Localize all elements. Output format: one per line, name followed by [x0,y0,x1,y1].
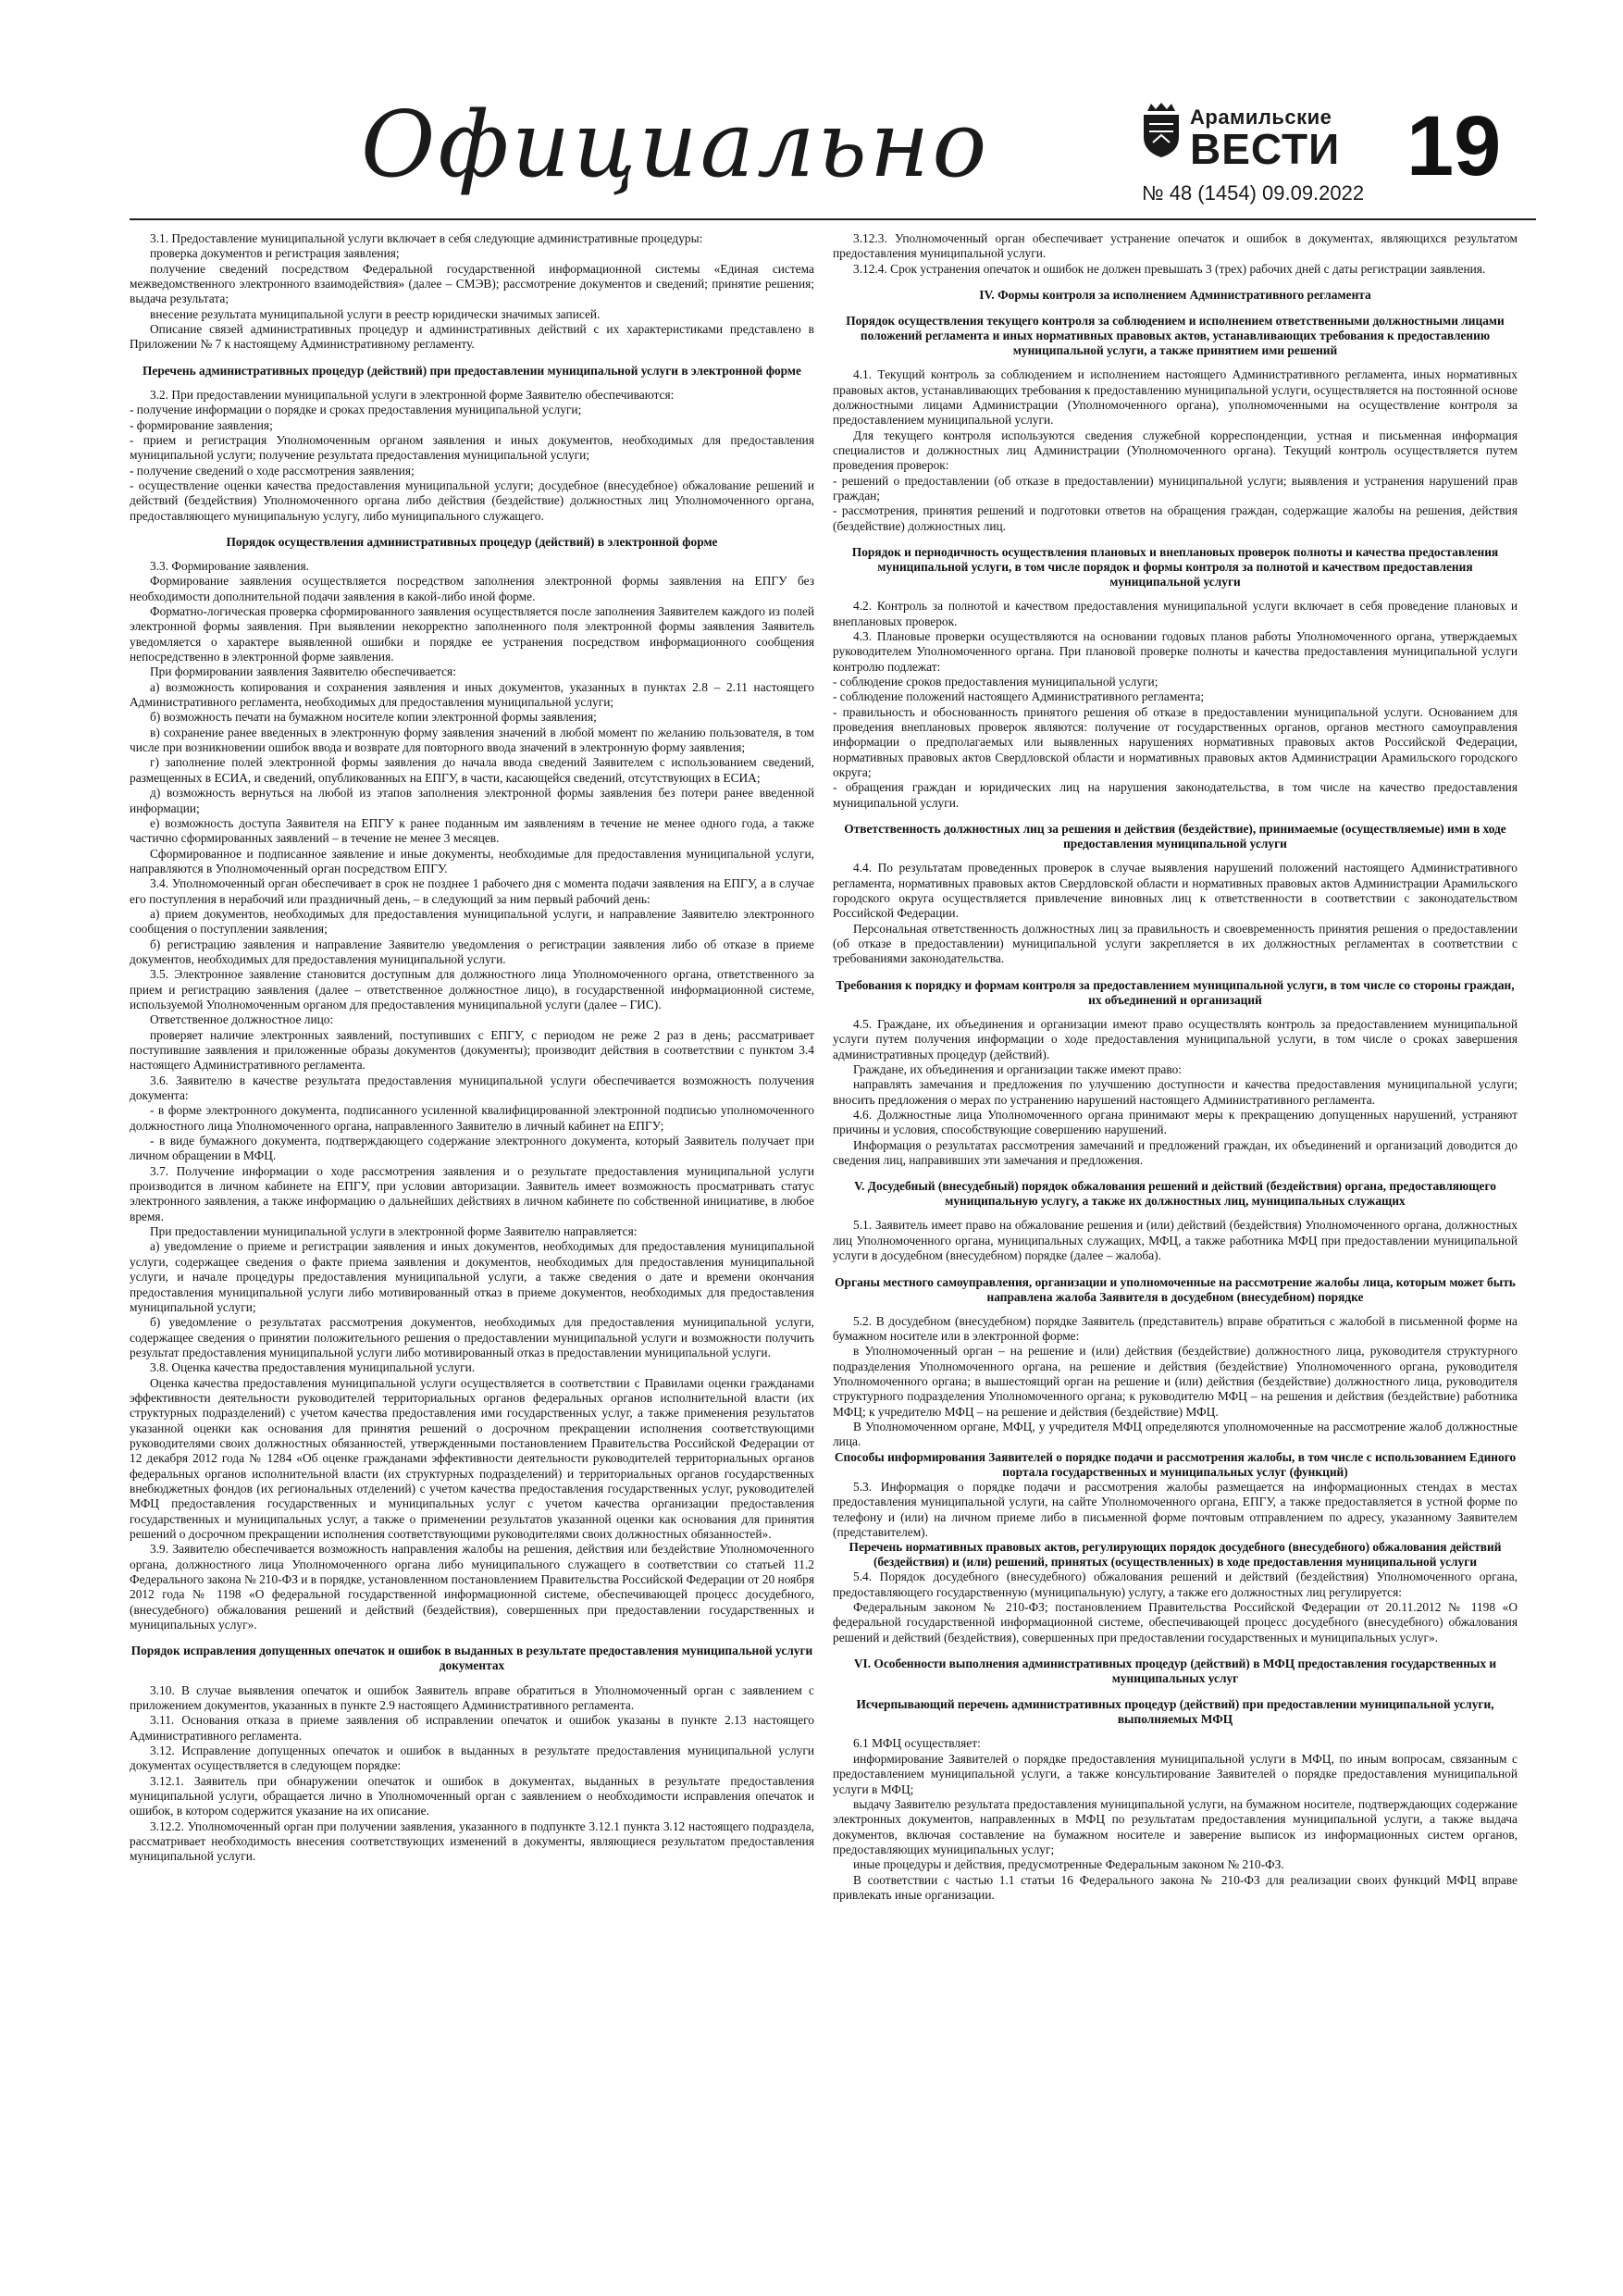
newspaper-logo [1140,102,1362,176]
section-heading: IV. Формы контроля за исполнением Административного регламента [979,288,1371,303]
paragraph: Форматно-логическая проверка сформированного заявления осуществляется после заполнения Заявителем каждого из полей электронной формы заявления. При выявлении некорректно заполненного поля электронной формы заявления Заявитель уведомляется о характере выявленной ошибки и порядке ее устранения посредством информационного сообщения непосредственно в электронной форме заявления. [130,604,814,664]
paragraph: 3.7. Получение информации о ходе рассмотрения заявления и о результате предоставления муниципальной услуги производится в личном кабинете на ЕПГУ, при условии авторизации. Заявитель имеет возможность просматривать статус электронного заявления, а также информацию о дальнейших действиях в личном кабинете по собственной инициативе, в любое время. [130,1163,814,1223]
paragraph: Граждане, их объединения и организации также имеют право: [853,1061,1182,1076]
paragraph: Федеральным законом № 210-ФЗ; постановлением Правительства Российской Федерации от 20.11.2012 № 1198 «О федеральной государственной информационной системе, обеспечивающей процесс досудебного (внесудебного) обжалования решений и действий (бездействия), совершенных при предоставлении государственных и муниципальных услуг». [833,1600,1518,1644]
paragraph: г) заполнение полей электронной формы заявления до начала ввода сведений Заявителем с использованием сведений, размещенных в ЕСИА, и сведений, опубликованных на ЕПГУ, в части, касающейся сведений, отсутствующих в ЕСИА; [130,755,814,785]
paragraph: 5.4. Порядок досудебного (внесудебного) обжалования решений и действий (бездействия) Уполномоченного органа, предоставляющего государственную (муниципальную) услугу, а также его должностных лиц регулируется: [833,1570,1518,1599]
paragraph: 4.6. Должностные лица Уполномоченного органа принимают меры к прекращению допущенных нарушений, устраняют причины и условия, способствующие совершению нарушений. [833,1107,1518,1137]
subsection-heading: Органы местного самоуправления, организации и уполномоченные на рассмотрение жалобы лица, которым может быть направлена жалоба Заявителя в досудебном (внесудебном) порядке [835,1274,1516,1304]
paragraph: Персональная ответственность должностных лиц за правильность и своевременность принятия решения о предоставлении (об отказе в предоставлении) муниципальной услуги закрепляется в их должностных регламентах в соответствии с требованиями законодательства. [833,921,1518,966]
paragraph: - решений о предоставлении (об отказе в предоставлении) муниципальной услуги; выявления и устранения нарушений прав граждан; [833,473,1518,503]
section-heading: V. Досудебный (внесудебный) порядок обжалования решений и действий (бездействия) органа, предоставляющего муниципальную услугу, а также их должностных лиц, муниципальных служащих [854,1179,1496,1209]
page-header [0,0,1623,215]
subsection-heading: Порядок осуществления административных процедур (действий) в электронной форме [226,534,718,549]
paragraph: а) возможность копирования и сохранения заявления и иных документов, указанных в пунктах 2.8 – 2.11 настоящего Административного регламента, необходимых для предоставления муниципальной услуги; [130,679,814,710]
paragraph: б) регистрацию заявления и направление Заявителю уведомления о регистрации заявления либо об отказе в приеме документов, необходимых для предоставления муниципальной услуги. [130,937,814,966]
paragraph: 3.12.2. Уполномоченный орган при получении заявления, указанного в подпункте 3.12.1 пункта 3.12 настоящего подраздела, рассматривает необходимость внесения соответствующих изменений в документы, являющиеся результатом предоставления муниципальной услуги. [130,1818,814,1864]
paragraph: Формирование заявления осуществляется посредством заполнения электронной формы заявления на ЕПГУ без необходимости дополнительной подачи заявления в какой-либо иной форме. [130,574,814,603]
paragraph: 3.8. Оценка качества предоставления муниципальной услуги. [150,1360,476,1375]
paragraph: д) возможность вернуться на любой из этапов заполнения электронной формы заявления без потери ранее введенной информации; [130,786,814,815]
paragraph: 3.11. Основания отказа в приеме заявления об исправлении опечаток и ошибок указаны в пункте 2.13 настоящего Административного регламента. [130,1713,814,1743]
paragraph: 3.12.1. Заявитель при обнаружении опечаток и ошибок в документах, выданных в результате предоставления муниципальной услуги, обращается лично в Уполномоченный орган с заявлением о необходимости исправления опечаток и ошибок, в котором содержится указание на их описание. [130,1773,814,1818]
paragraph: - в виде бумажного документа, подтверждающего содержание электронного документа, который Заявитель получает при личном обращении в МФЦ. [130,1134,814,1163]
paragraph: получение сведений посредством Федеральной государственной информационной системы «Единая система межведомственного электронного взаимодействия» (далее – СМЭВ); рассмотрение документов и сведений; принятие решения; выдача результата; [130,261,814,306]
paragraph: 6.1 МФЦ осуществляет: [853,1736,981,1751]
city-emblem-icon [1140,102,1183,159]
paragraph: проверяет наличие электронных заявлений, поступивших с ЕПГУ, с периодом не реже 2 раз в день; рассматривает поступившие заявления и приложенные образы документов (документы); производит действия в соответствии с пунктом 3.4 настоящего Административного регламента. [130,1027,814,1073]
paragraph: Для текущего контроля используются сведения служебной корреспонденции, устная и письменная информация специалистов и должностных лиц Администрации (Уполномоченного органа). Текущий контроль осуществляется путем проведения проверок: [833,428,1518,473]
subsection-heading: Перечень нормативных правовых актов, регулирующих порядок досудебного (внесудебного) обжалования действий (бездействия) и (или) решений, принятых (осуществленных) в ходе предоставления муниципальной услуги [849,1540,1502,1570]
paragraph: в) сохранение ранее введенных в электронную форму заявления значений в любой момент по желанию пользователя, в том числе при возникновении ошибок ввода и возврате для повторного ввода значений в электронную форму заявления; [130,725,814,755]
paragraph: - осуществление оценки качества предоставления муниципальной услуги; досудебное (внесудебное) обжалование решений и действий (бездействия) Уполномоченного органа либо действия (бездействие) должностных лиц Уполномоченного органа, предоставляющего муниципальную услугу, либо муниципального служащего. [130,478,814,523]
paragraph: 3.4. Уполномоченный орган обеспечивает в срок не позднее 1 рабочего дня с момента подачи заявления на ЕПГУ, а в случае его поступления в нерабочий или праздничный день, – в следующий за ним первый рабочий день: [130,876,814,906]
paragraph: 3.1. Предоставление муниципальной услуги включает в себя следующие административные процедуры: [150,231,703,245]
paragraph: - соблюдение положений настоящего Административного регламента; [833,689,1205,704]
right-column [833,231,1518,1903]
paragraph: внесение результата муниципальной услуги в реестр юридически значимых записей. [150,306,601,321]
paragraph: В Уполномоченном органе, МФЦ, у учредителя МФЦ определяются уполномоченные на рассмотрение жалоб должностные лица. [833,1420,1518,1449]
paragraph: Информация о результатах рассмотрения замечаний и предложений граждан, их объединений и организаций доводится до сведения лиц, направивших эти замечания и предложения. [833,1137,1518,1167]
paragraph: е) возможность доступа Заявителя на ЕПГУ к ранее поданным им заявлениям в течение не менее одного года, а также частично сформированных заявлений – в течение не менее 3 месяцев. [130,815,814,846]
paragraph: 4.4. По результатам проведенных проверок в случае выявления нарушений положений настоящего Административного регламента, нормативных правовых актов Свердловской области и нормативных правовых актов Администрации Арамильского городского округа осуществляется привлечение виновных лиц к ответственности в соответствии с законодательством Российской Федерации. [833,861,1518,921]
subsection-heading: Порядок осуществления текущего контроля за соблюдением и исполнением ответственными должностными лицами положений регламента и иных нормативных правовых актов, устанавливающих требования к предоставлению муниципальной услуги, а также принятием ими решений [846,314,1505,358]
paragraph: иные процедуры и действия, предусмотренные Федеральным законом № 210-ФЗ. [853,1857,1284,1872]
paragraph: 5.3. Информация о порядке подачи и рассмотрения жалобы размещается на информационных стендах в местах предоставления муниципальной услуги, на сайте Уполномоченного органа, ЕПГУ, а также предоставляется в устной форме по телефону и (или) на личном приеме либо в письменной форме почтовым отправлением по адресу, указанному Заявителем (представителем). [833,1479,1518,1539]
paragraph: 3.5. Электронное заявление становится доступным для должностного лица Уполномоченного органа, ответственного за прием и регистрацию заявления (далее – ответственное должностное лицо), в государственной информационной системе, используемой Уполномоченным органом для предоставления муниципальной услуги (далее – ГИС). [130,967,814,1011]
paragraph: 3.9. Заявителю обеспечивается возможность направления жалобы на решения, действия или бездействие Уполномоченного органа, должностного лица Уполномоченного органа либо муниципального служащего в соответствии со статьей 11.2 Федерального закона № 210-ФЗ и в порядке, установленном постановлением Правительства Российской Федерации от 20 ноября 2012 года № 1198 «О федеральной государственной информационной системе, обеспечивающей процесс досудебного, (внесудебного) обжалования решений и действий (бездействия), совершенных при предоставлении государственных и муниципальных услуг». [130,1542,814,1632]
paragraph: выдачу Заявителю результата предоставления муниципальной услуги, на бумажном носителе, подтверждающих содержание электронных документов, направленных в МФЦ по результатам предоставления муниципальной услуги, а также выдача документов, включая составление на бумажном носителе и заверение выписок из информационных систем органов, предоставляющих муниципальных услуг; [833,1796,1518,1856]
issue-number: № 48 (1454) 09.09.2022 [1142,181,1365,205]
paragraph: - соблюдение сроков предоставления муниципальной услуги; [833,675,1158,689]
paragraph: 3.3. Формирование заявления. [150,559,309,573]
paragraph: - получение сведений о ходе рассмотрения заявления; [130,463,415,478]
subsection-heading: Перечень административных процедур (действий) при предоставлении муниципальной услуги в электронной форме [142,363,801,378]
section-heading: VI. Особенности выполнения административных процедур (действий) в МФЦ предоставления государственных и муниципальных услуг [853,1657,1497,1686]
paragraph: 5.1. Заявитель имеет право на обжалование решения и (или) действий (бездействия) Уполномоченного органа, должностных лиц Уполномоченного органа, муниципальных служащих, МФЦ, а также работника МФЦ при предоставлении муниципальной услуги в досудебном (внесудебном) порядке (далее – жалоба). [833,1218,1518,1263]
subsection-heading: Ответственность должностных лиц за решения и действия (бездействие), принимаемые (осуществляемые) ими в ходе предоставления муниципальной услуги [844,822,1506,851]
paragraph: - получение информации о порядке и сроках предоставления муниципальной услуги; [130,403,582,417]
paragraph: 3.6. Заявителю в качестве результата предоставления муниципальной услуги обеспечивается возможность получения документа: [130,1073,814,1103]
paragraph: - правильность и обоснованность принятого решения об отказе в предоставлении муниципальной услуги. Основанием для проведения внеплановых проверок являются: получение от государственных органов, органов местного самоуправления информации о предполагаемых или выявленных нарушениях нормативных правовых актов Российской Федерации, нормативных правовых актов Свердловской области и нормативных правовых актов Администрации Арамильского городского округа; [833,704,1518,780]
paragraph: а) уведомление о приеме и регистрации заявления и иных документов, необходимых для предоставления муниципальной услуги, содержащее сведения о факте приема заявления и документов, необходимых для предоставления муниципальной услуги, и начале процедуры предоставления муниципальной услуги, а также сведения о дате и времени окончания предоставления муниципальной услуги либо мотивированный отказ в приеме документов, необходимых для предоставления муниципальной услуги; [130,1239,814,1314]
left-column [130,231,814,1865]
header-rule [130,218,1536,220]
paragraph: Ответственное должностное лицо: [150,1012,334,1027]
paragraph: Описание связей административных процедур и административных действий с их характеристиками представлено в Приложении № 7 к настоящему Административному регламенту. [130,322,814,352]
paragraph: 4.2. Контроль за полнотой и качеством предоставления муниципальной услуги включает в себя проведение плановых и внеплановых проверок. [833,599,1518,628]
paragraph: 3.12. Исправление допущенных опечаток и ошибок в выданных в результате предоставления муниципальной услуги документах осуществляется в следующем порядке: [130,1743,814,1773]
paragraph: Оценка качества предоставления муниципальной услуги осуществляется в соответствии с Правилами оценки гражданами эффективности деятельности руководителей территориальных органов федеральных органов исполнительной власти (их структурных подразделений) с учетом качества предоставления ими государственных услуг, а также применения результатов указанной оценки как основания для принятия решений о досрочном прекращении исполнения соответствующими руководителями своих должностных обязанностей, утвержденными постановлением Правительства Российской Федерации от 12 декабря 2012 года № 1284 «Об оценке гражданами эффективности деятельности руководителей территориальных органов федеральных органов исполнительной власти (их структурных подразделений) и территориальных органов государственных внебюджетных фондов (их региональных отделений) с учетом качества предоставления государственных услуг, руководителей МФЦ предоставления государственных и муниципальных услуг с учетом качества организации предоставления государственных и муниципальных услуг, а также о применении результатов указанной оценки как основания для принятия решений о досрочном прекращении исполнения соответствующими руководителями своих должностных обязанностей». [130,1375,814,1541]
paragraph: В соответствии с частью 1.1 статьи 16 Федерального закона № 210-ФЗ для реализации своих функций МФЦ вправе привлекать иные организации. [833,1872,1518,1902]
paragraph: Сформированное и подписанное заявление и иные документы, необходимые для предоставления муниципальной услуги, направляются в Уполномоченный орган посредством ЕПГУ. [130,846,814,875]
paragraph: б) уведомление о результатах рассмотрения документов, необходимых для предоставления муниципальной услуги, содержащее сведения о принятии положительного решения о предоставлении муниципальной услуги и возможности получить результат предоставления муниципальной услуги либо мотивированный отказ в предоставлении муниципальной услуги. [130,1315,814,1359]
subsection-heading: Способы информирования Заявителей о порядке подачи и рассмотрения жалобы, в том числе с использованием Единого портала государственных и муниципальных услуг (функций) [834,1449,1517,1479]
paragraph: 3.12.4. Срок устранения опечаток и ошибок не должен превышать 3 (трех) рабочих дней с даты регистрации заявления. [853,261,1486,276]
paragraph: информирование Заявителей о порядке предоставления муниципальной услуги в МФЦ, по иным вопросам, связанным с предоставлением муниципальной услуги, а также консультирование Заявителей о порядке предоставления муниципальной услуги в МФЦ; [833,1751,1518,1796]
paragraph: 4.1. Текущий контроль за соблюдением и исполнением настоящего Административного регламента, иных нормативных правовых актов, устанавливающих требования к предоставлению муниципальной услуги, осуществляется на постоянной основе должностными лицами Администрации (Уполномоченного органа), уполномоченными на осуществление контроля за предоставлением муниципальной услуги. [833,367,1518,428]
paragraph: 3.2. При предоставлении муниципальной услуги в электронной форме Заявителю обеспечиваются: [150,387,675,402]
paragraph: - рассмотрения, принятия решений и подготовки ответов на обращения граждан, содержащие жалобы на решения, действия (бездействие) должностных лиц. [833,503,1518,533]
page-number: 19 [1406,99,1502,193]
paragraph: направлять замечания и предложения по улучшению доступности и качества предоставления муниципальной услуги; вносить предложения о мерах по устранению нарушений настоящего Административного регламента. [833,1077,1518,1107]
paragraph: в Уполномоченный орган – на решение и (или) действия (бездействие) должностного лица, руководителя структурного подразделения Уполномоченного органа, на решение и действия (бездействие) Уполномоченного органа, руководителя Уполномоченного органа; в вышестоящий орган на решение и (или) действия (бездействие) должностного лица, руководителя структурного подразделения Уполномоченного органа; к руководителю МФЦ – на решения и действия (бездействие) работника МФЦ; к учредителю МФЦ – на решение и действия (бездействие) МФЦ. [833,1344,1518,1419]
subsection-heading: Порядок и периодичность осуществления плановых и внеплановых проверок полноты и качества предоставления муниципальной услуги, в том числе порядок и формы контроля за полнотой и качеством предоставления муниципальной услуги [851,545,1499,590]
paragraph: 4.5. Граждане, их объединения и организации имеют право осуществлять контроль за предоставлением муниципальной услуги путем получения информации о ходе предоставления муниципальной услуги, в том числе о сроках завершения административных процедур (действий). [833,1016,1518,1061]
paragraph: При формировании заявления Заявителю обеспечивается: [150,664,456,679]
paragraph: б) возможность печати на бумажном носителе копии электронной формы заявления; [150,710,597,725]
section-title: Официально [361,93,990,198]
subsection-heading: Требования к порядку и формам контроля за предоставлением муниципальной услуги, в том числе со стороны граждан, их объединений и организаций [836,977,1515,1007]
paragraph: - прием и регистрация Уполномоченным органом заявления и иных документов, необходимых для предоставления муниципальной услуги; получение результата предоставления муниципальной услуги; [130,432,814,463]
paragraph: - формирование заявления; [130,417,273,432]
logo-top-text: Арамильские [1190,105,1332,129]
subsection-heading: Порядок исправления допущенных опечаток и ошибок в выданных в результате предоставления муниципальной услуги документах [130,1644,813,1673]
paragraph: 4.3. Плановые проверки осуществляются на основании годовых планов работы Уполномоченного органа, утверждаемых руководителем Уполномоченного органа. При плановой проверке полноты и качества предоставления муниципальной услуги контролю подлежат: [833,629,1518,674]
paragraph: 3.10. В случае выявления опечаток и ошибок Заявитель вправе обратиться в Уполномоченный орган с заявлением с приложением документов, указанных в пункте 2.9 настоящего Административного регламента. [130,1682,814,1712]
paragraph: 3.12.3. Уполномоченный орган обеспечивает устранение опечаток и ошибок в документах, являющихся результатом предоставления муниципальной услуги. [833,231,1518,261]
paragraph: проверка документов и регистрация заявления; [150,246,400,261]
paragraph: а) прием документов, необходимых для предоставления муниципальной услуги, и направление Заявителю электронного сообщения о поступлении заявления; [130,906,814,937]
paragraph: При предоставлении муниципальной услуги в электронной форме Заявителю направляется: [150,1224,638,1239]
paragraph: - обращения граждан и юридических лиц на нарушения законодательства, в том числе на качество предоставления муниципальной услуги. [833,780,1518,810]
paragraph: 5.2. В досудебном (внесудебном) порядке Заявитель (представитель) вправе обратиться с жалобой в письменной форме на бумажном носителе или в электронной форме: [833,1313,1518,1344]
paragraph: - в форме электронного документа, подписанного усиленной квалифицированной электронной подписью уполномоченного должностного лица Уполномоченного органа, направленного Заявителю в личный кабинет на ЕПГУ; [130,1103,814,1133]
logo-main-text: ВЕСТИ [1190,125,1341,173]
subsection-heading: Исчерпывающий перечень административных процедур (действий) при предоставлении муниципальной услуги, выполняемых МФЦ [856,1697,1494,1727]
